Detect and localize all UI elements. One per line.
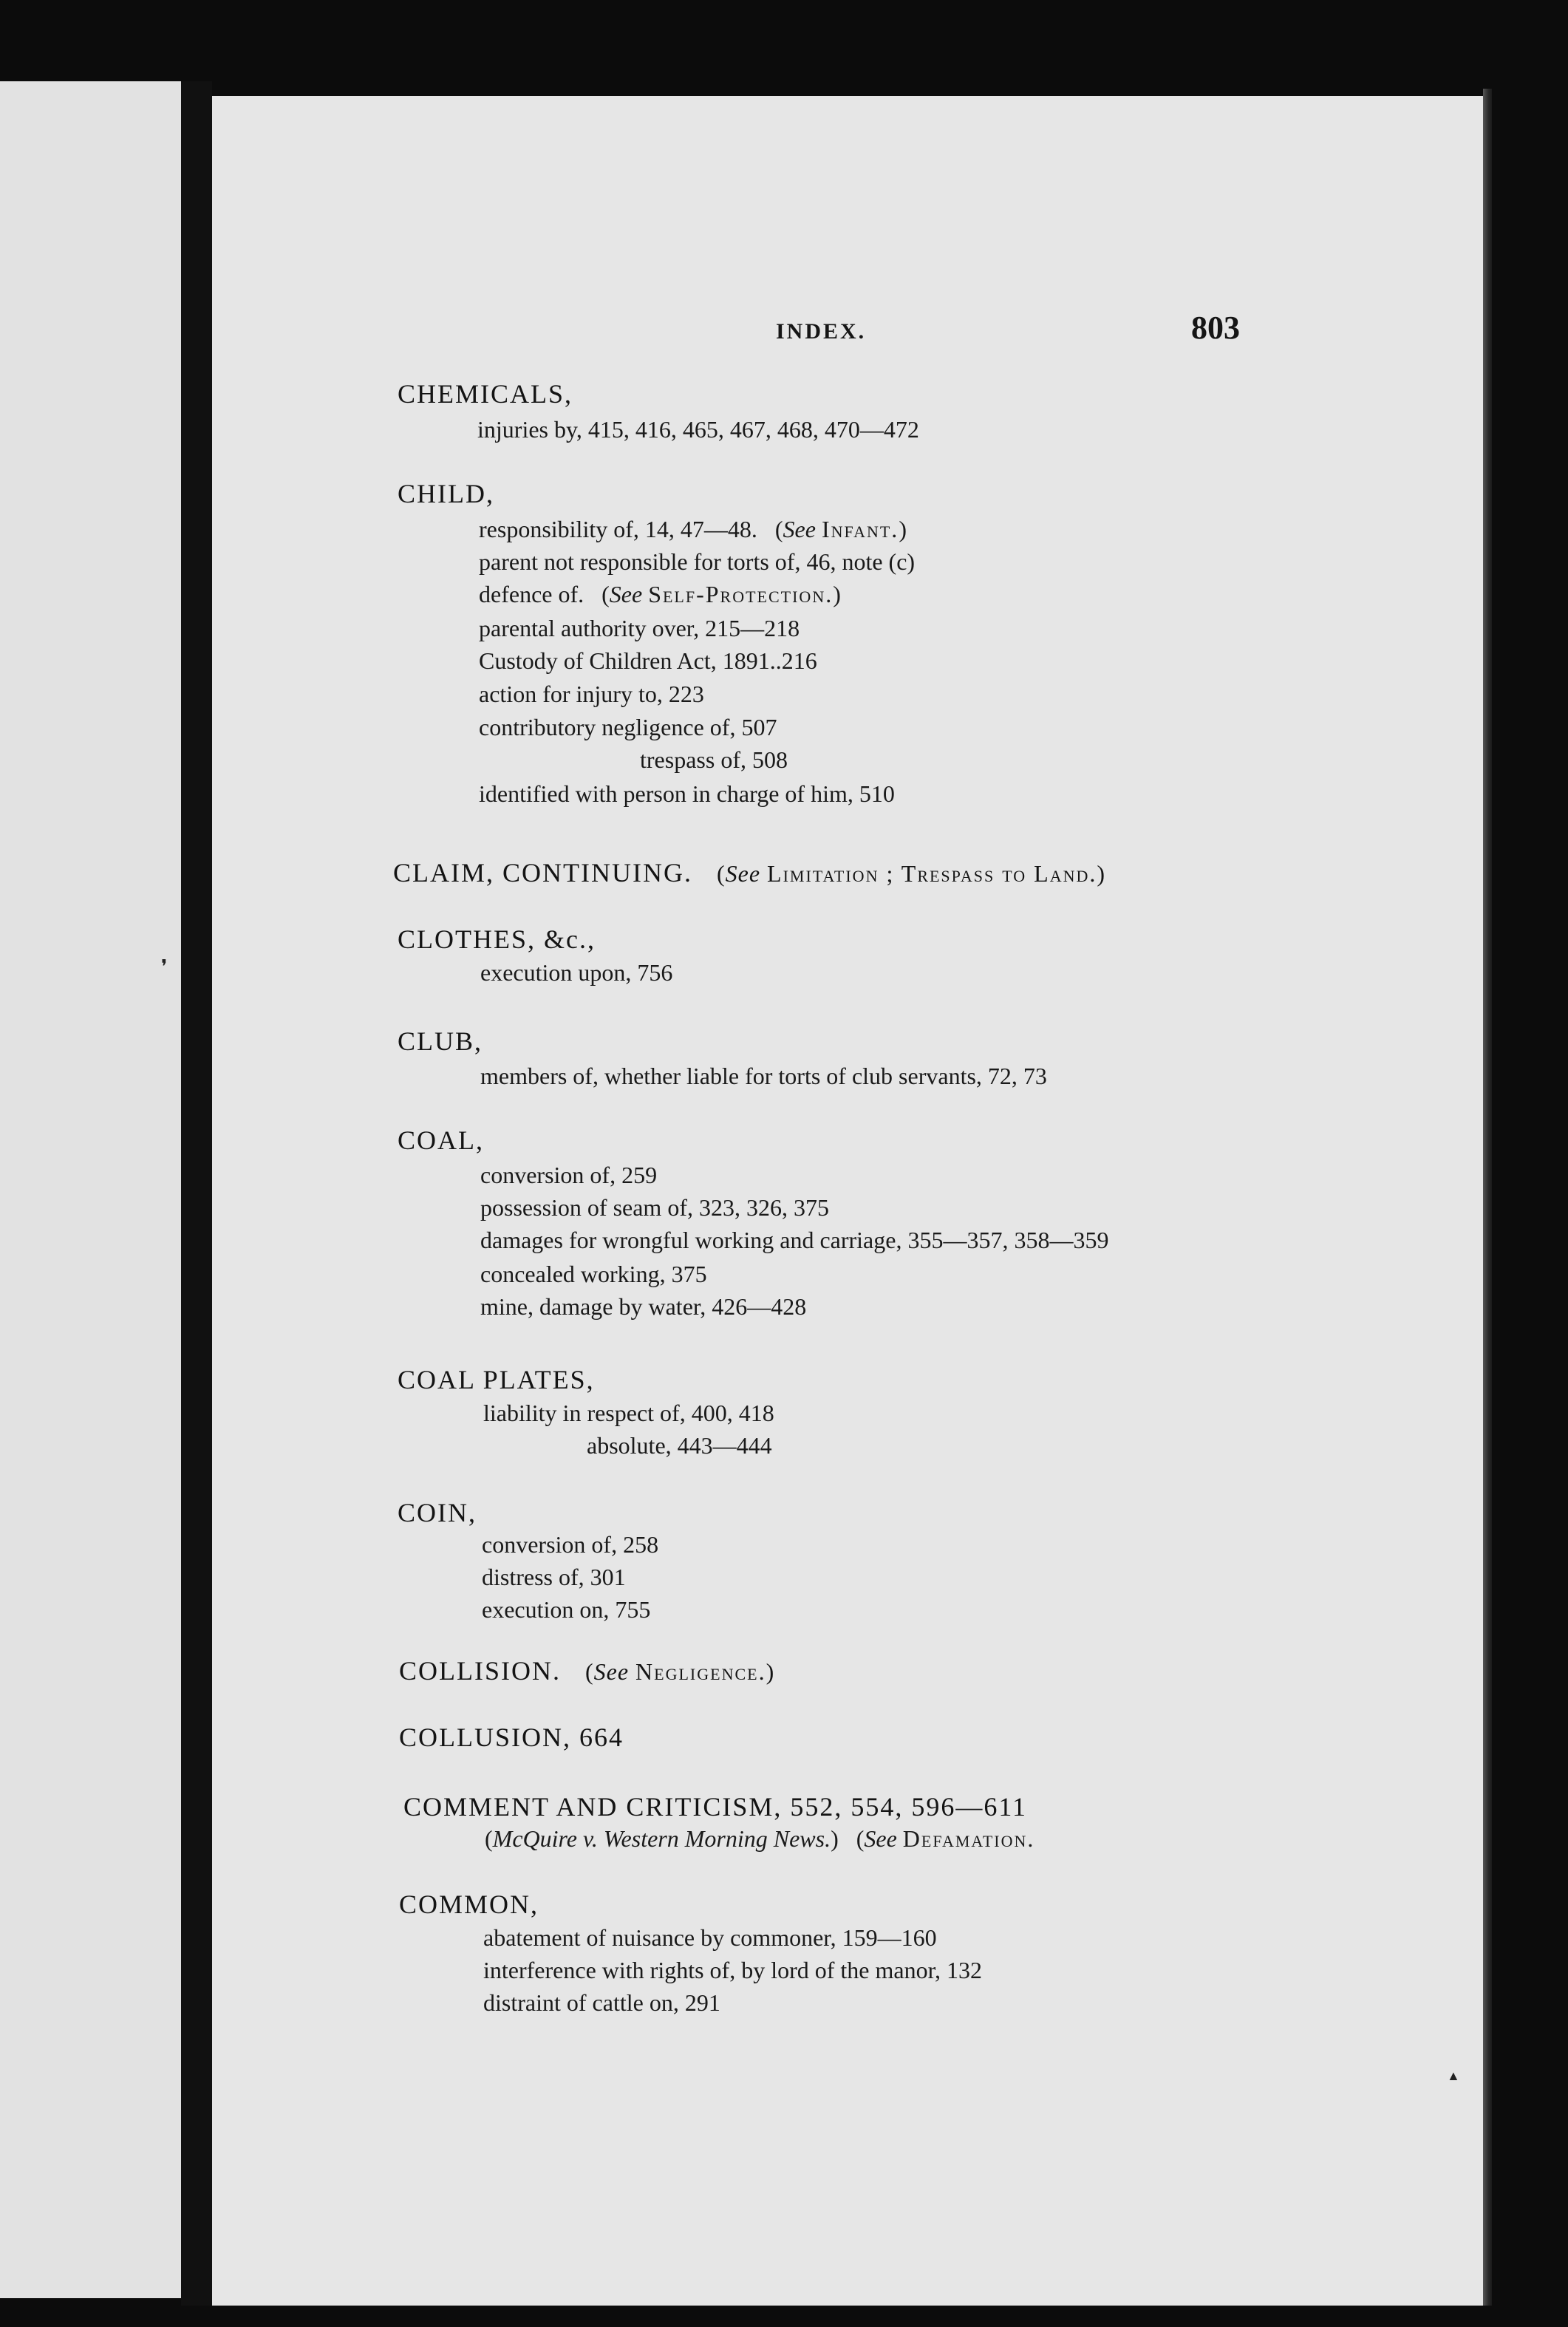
index-subentry: trespass of, 508 bbox=[640, 746, 788, 773]
index-term: CLOTHES, &c., bbox=[398, 924, 596, 954]
index-subentry: injuries by, 415, 416, 465, 467, 468, 470—472 bbox=[477, 416, 919, 443]
cross-reference: Infant. bbox=[821, 516, 899, 542]
index-subentry: mine, damage by water, 426—428 bbox=[480, 1293, 807, 1320]
index-term: COIN, bbox=[398, 1498, 477, 1527]
index-subentry: distress of, 301 bbox=[482, 1564, 626, 1590]
index-subentry: interference with rights of, by lord of the manor, 132 bbox=[483, 1957, 982, 1983]
running-head: INDEX. bbox=[776, 319, 867, 344]
index-subentry: distraint of cattle on, 291 bbox=[483, 1989, 720, 2016]
index-subentry: contributory negligence of, 507 bbox=[479, 714, 777, 740]
index-subentry: members of, whether liable for torts of club servants, 72, 73 bbox=[480, 1063, 1047, 1089]
speck-mark: ❜ bbox=[161, 956, 168, 978]
index-subentry: liability in respect of, 400, 418 bbox=[483, 1400, 774, 1426]
index-subentry: responsibility of, 14, 47—48. (See Infant.) bbox=[479, 516, 907, 542]
cross-reference: Defamation. bbox=[902, 1825, 1035, 1852]
index-term: CLUB, bbox=[398, 1026, 483, 1056]
see-label: See bbox=[783, 516, 816, 542]
index-subentry: Custody of Children Act, 1891..216 bbox=[479, 647, 817, 674]
page-number: 803 bbox=[1191, 310, 1240, 346]
index-subentry: execution on, 755 bbox=[482, 1596, 651, 1623]
index-subentry: concealed working, 375 bbox=[480, 1261, 707, 1287]
index-term: COAL PLATES, bbox=[398, 1365, 595, 1394]
index-subentry: identified with person in charge of him, 510 bbox=[479, 780, 895, 807]
index-subentry: (McQuire v. Western Morning News.) (See Defamation. bbox=[485, 1825, 1035, 1852]
index-term: CLAIM, CONTINUING. (See Limitation ; Trespass to Land.) bbox=[393, 858, 1106, 887]
index-term: COMMON, bbox=[399, 1890, 539, 1919]
cross-reference: Self-Protection. bbox=[648, 581, 834, 607]
index-subentry: absolute, 443—444 bbox=[587, 1432, 772, 1459]
index-subentry: action for injury to, 223 bbox=[479, 681, 704, 707]
term-text: COLLISION. bbox=[399, 1656, 561, 1686]
case-citation: McQuire v. Western Morning News. bbox=[492, 1825, 831, 1852]
index-subentry: possession of seam of, 323, 326, 375 bbox=[480, 1194, 829, 1221]
see-label: See bbox=[593, 1658, 630, 1685]
cross-reference: Negligence. bbox=[635, 1658, 766, 1685]
index-subentry: conversion of, 259 bbox=[480, 1162, 658, 1188]
see-label: See bbox=[864, 1825, 897, 1852]
index-subentry: damages for wrongful working and carriage, 355—357, 358—359 bbox=[480, 1227, 1109, 1253]
term-text: CLAIM, CONTINUING. bbox=[393, 858, 692, 887]
left-page-edge bbox=[0, 81, 181, 2298]
see-label: See bbox=[725, 860, 761, 887]
index-subentry: conversion of, 258 bbox=[482, 1531, 659, 1558]
index-term: COMMENT AND CRITICISM, 552, 554, 596—611 bbox=[403, 1792, 1028, 1822]
index-subentry: execution upon, 756 bbox=[480, 959, 673, 986]
page-edge bbox=[1483, 89, 1492, 2306]
cross-reference: Limitation ; Trespass to Land. bbox=[767, 860, 1097, 887]
index-subentry: parent not responsible for torts of, 46, note (c) bbox=[479, 548, 916, 575]
index-term: COLLISION. (See Negligence.) bbox=[399, 1656, 775, 1686]
subentry-text: responsibility of, 14, 47—48. bbox=[479, 516, 757, 542]
index-subentry: parental authority over, 215—218 bbox=[479, 615, 800, 641]
index-term: CHEMICALS, bbox=[398, 379, 573, 409]
book-spine bbox=[181, 81, 212, 2306]
index-subentry: abatement of nuisance by commoner, 159—160 bbox=[483, 1924, 937, 1951]
index-term: COAL, bbox=[398, 1125, 484, 1155]
see-label: See bbox=[609, 581, 643, 607]
index-subentry: defence of. (See Self-Protection.) bbox=[479, 581, 841, 607]
subentry-text: defence of. bbox=[479, 581, 584, 607]
speck-mark: ▲ bbox=[1447, 2068, 1460, 2083]
index-term: COLLUSION, 664 bbox=[399, 1723, 624, 1752]
index-term: CHILD, bbox=[398, 479, 494, 508]
